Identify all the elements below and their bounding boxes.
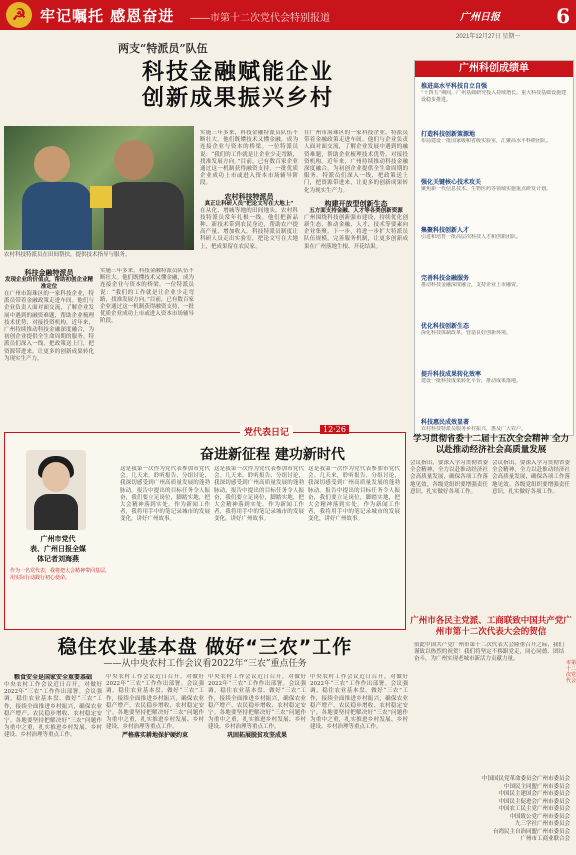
author-portrait [26, 450, 86, 530]
person-head-1 [34, 146, 70, 182]
sidebar-item-text: 推动科技金融深度融合，支持企业上市融资。 [421, 282, 522, 288]
sidebar-item [421, 81, 567, 123]
col4-subhead2: 五方面支持金融、人才等各类创新资源 [309, 207, 403, 214]
lead-headline-line2: 创新成果振兴乡村 [141, 86, 334, 111]
sidebar-item-text: 布局建设一批国家级和省级实验室，汇聚高水平科研团队。 [421, 138, 552, 144]
sidebar-item [421, 369, 567, 411]
person-head-2 [114, 140, 154, 180]
second-subheadline: ——从中央农村工作会议看2022年“三农”重点任务 [103, 659, 307, 669]
sidebar-item-text: 深化科技体制改革，营造良好创新环境。 [421, 330, 512, 336]
col3-subhead2: 真正让科研人员“把论文写在大地上” [204, 200, 294, 207]
sidebar-item-title: 集聚科技创新人才 [421, 227, 470, 234]
lead-col1 [4, 268, 94, 426]
page-banner [0, 0, 576, 30]
diary-author-line2: 表、广州日报全媒 [30, 544, 86, 553]
sidebar-achievements [414, 60, 574, 436]
signatory: 广州市工商业联合会 [520, 836, 570, 842]
lead-photo [4, 126, 194, 250]
col1-text: 在广州市海珠区的一家科技企业，特派员带着金融政策走进车间。他们与企业负责人面对面交流，了解企业发展中遇到的融资难题，帮助企业梳理技术优势，对接投资机构。近年来，广州持续推动科技金融深度融合，为初创企业提供全生命周期的服务。特派员们深入一线，把政策送上门，把资源带进来，让更多的创新成果转化为现实生产力。 [4, 291, 94, 362]
greeting-text: 值此中国共产党广州市第十二次代表大会隆重召开之际，我们谨致以热烈的祝贺！我们将坚定不移跟党走，同心同德、团结奋斗，为广州实现老城市新活力贡献力量。 [414, 642, 564, 663]
diary-author [8, 534, 108, 564]
diary-tag: 党代表日记 [240, 425, 293, 438]
sidebar-item-title: 完善科技金融服务 [421, 275, 470, 282]
diary-col2: 这是我第一次作为党代表参加市党代会。几天来，聆听报告、分组讨论，我深切感受到广州高质量发展的蓬勃脉动。报告中提出的目标任务令人振奋，我们要立足岗位，脚踏实地，把大会精神落到实处。作为新闻工作者，我将用手中的笔记录城市的发展变化，讲好广州故事。 [214, 466, 304, 523]
lead-col4 [304, 130, 408, 426]
col3-text: 在从化、增城等地的田间地头，农村科技特派员常年扎根一线。他们把新品种、新技术带到农民身边，帮助农户提高产量、增加收入。科技特派员制度让科研人员走出实验室，把论文写在大地上，把成果留在农民家。 [200, 207, 298, 250]
person-body-1 [22, 182, 92, 250]
sidebar-item-title: 推进高水平科技自立自强 [421, 83, 488, 90]
col1-subhead: 科技金融特派员 [24, 268, 74, 277]
signatory: 中国民主同盟广州市委员会 [503, 783, 570, 790]
second-section2: 严格落实耕地保护硬约束 [121, 731, 188, 739]
sidebar-item-title: 优化科技创新生态 [421, 323, 470, 330]
lead-col3 [200, 130, 298, 426]
col3-text-a: 实施三年多来，科技金融特派员队伍不断壮大。他们既懂技术又懂金融，成为连接企业与资本的桥梁。一位特派员说：“我们的工作就是让企业少走弯路，找准发展方向。”目前，已有数百家企业通过这一机制获得融资支持，一批优质企业成功上市或进入资本市场辅导阶段。 [200, 130, 298, 187]
sidebar-item [421, 225, 567, 267]
second-col1 [4, 674, 102, 850]
greeting-title: 广州市各民主党派、工商联致中国共产党广州市第十二次代表大会的贺信 [410, 616, 572, 637]
right-news-title: 学习贯彻省委十二届十五次全会精神 全力以赴推动经济社会高质量发展 [413, 434, 569, 455]
right-news-col2: 会议指出，要深入学习贯彻省委全会精神，全力以赴推动经济社会高质量发展，确保各项工作落地见效。各级党组织要增强责任意识，扎实做好各项工作。 [492, 460, 570, 495]
col1-subhead2: 发现企业的价值点，帮助初创企业精准定位 [4, 277, 93, 290]
sidebar-item [421, 177, 567, 219]
sidebar-item [421, 273, 567, 315]
signatory: 台湾民主自治同盟广州市委员会 [492, 828, 570, 835]
sidebar-item-title: 强化关键核心技术攻关 [421, 179, 482, 186]
lead-headline [78, 60, 398, 112]
second-col2 [106, 674, 204, 850]
second-section1: 粮食安全是国家安全重要基础 [13, 674, 92, 681]
dateline: 2021年12月27日 星期一 [456, 34, 521, 40]
col3-subhead: 农村科技特派员 [224, 191, 274, 201]
newspaper-logo: 广州日报 [460, 12, 500, 23]
lead-kicker: 两支“特派员”队伍 [118, 42, 208, 55]
second-section3: 巩固拓展脱贫攻坚成果 [226, 731, 287, 739]
diary-date: 12·26 [320, 425, 349, 434]
second-headline: 稳住农业基本盘 做好“三农”工作 [57, 636, 353, 658]
col4-text: 广州围绕科技创新强市建设，持续优化创新生态，推动金融、人才、技术等要素向企业集聚。下一步，将进一步扩大特派员队伍规模，完善服务机制，让更多创新成果在广州落地生根、开花结果。 [304, 214, 408, 250]
sidebar-item-text: 建设一批科技成果转化平台，推动成果落地。 [421, 378, 522, 384]
lead-headline-line1: 科技金融赋能企业 [141, 60, 334, 85]
diary-col3: 这是我第一次作为党代表参加市党代会。几天来，聆听报告、分组讨论，我深切感受到广州高质量发展的蓬勃脉动。报告中提出的目标任务令人振奋，我们要立足岗位，脚踏实地，把大会精神落到实处。作为新闻工作者，我将用手中的笔记录城市的发展变化，讲好广州故事。 [308, 466, 400, 523]
signatory: 中国农工民主党广州市委员会 [498, 806, 570, 812]
edge-index: 市第十二次党代会 [566, 660, 576, 684]
sidebar-item-text: 农村科技特派员服务乡村振兴，惠及广大农户。 [421, 426, 527, 432]
col4-text-a: 在广州市海珠区的一家科技企业，特派员带着金融政策走进车间。他们与企业负责人面对面交流，了解企业发展中遇到的融资难题，帮助企业梳理技术优势，对接投资机构。近年来，广州持续推动科技金融深度融合，为初创企业提供全生命周期的服务。特派员们深入一线，把政策送上门，把资源带进来，让更多的创新成果转化为现实生产力。 [304, 130, 408, 194]
signatory: 中国国民党革命委员会广州市委员会 [481, 776, 570, 782]
diary-author-line1: 广州市党代 [40, 534, 76, 543]
diary-quote: 作为一名党代表，我将把大会精神带回基层，用实际行动践行初心使命。 [10, 568, 111, 581]
person-body-2 [104, 182, 184, 250]
diary-col1: 这是我第一次作为党代表参加市党代会。几天来，聆听报告、分组讨论，我深切感受到广州高质量发展的蓬勃脉动。报告中提出的目标任务令人振奋，我们要立足岗位，脚踏实地，把大会精神落到实处。作为新闻工作者，我将用手中的笔记录城市的发展变化，讲好广州故事。 [120, 466, 210, 523]
sample-box [90, 186, 112, 208]
second-col3 [208, 674, 306, 850]
second-col4: 中央农村工作会议近日召开，对做好2022年“三农”工作作出部署。会议强调，稳住农业基本盘、做好“三农”工作，接续全面推进乡村振兴，确保农业稳产增产、农民稳步增收、农村稳定安宁。各地要坚持把解决好“三农”问题作为重中之重，扎实推进乡村发展、乡村建设、乡村治理等重点工作。 [310, 674, 408, 731]
second-col1-text: 中央农村工作会议近日召开，对做好2022年“三农”工作作出部署。会议强调，稳住农业基本盘、做好“三农”工作，接续全面推进乡村振兴，确保农业稳产增产、农民稳步增收、农村稳定安宁。各地要坚持把解决好“三农”问题作为重中之重，扎实推进乡村发展、乡村建设、乡村治理等重点工作。 [4, 682, 102, 739]
signatory: 九三学社广州市委员会 [514, 821, 570, 827]
sidebar-list [421, 81, 567, 465]
portrait-body [34, 494, 78, 530]
signatory: 中国民主建国会广州市委员会 [498, 791, 570, 797]
banner-title: 牢记嘱托 感恩奋进 [40, 7, 175, 25]
greeting-signatories [414, 776, 570, 844]
diary-title: 奋进新征程 建功新时代 [200, 447, 345, 463]
page-number: 6 [556, 4, 570, 28]
sidebar-item-text: “十四五”期间，广州基础研究投入持续增长，重大科技基础设施建设稳步推进。 [421, 90, 567, 103]
party-emblem-icon: ☭ [6, 2, 32, 28]
sidebar-item [421, 129, 567, 171]
banner-subtitle: ——市第十二次党代会特别报道 [190, 13, 330, 24]
sidebar-title: 广州科创成绩单 [415, 61, 573, 77]
sidebar-item-title: 打造科技创新策源地 [421, 131, 476, 138]
second-col2-text: 中央农村工作会议近日召开，对做好2022年“三农”工作作出部署。会议强调，稳住农业基本盘、做好“三农”工作，接续全面推进乡村振兴，确保农业稳产增产、农民稳步增收、农村稳定安宁。各地要坚持把解决好“三农”问题作为重中之重，扎实推进乡村发展、乡村建设、乡村治理等重点工作。 [106, 674, 204, 731]
right-news-col1: 会议指出，要深入学习贯彻省委全会精神，全力以赴推动经济社会高质量发展，确保各项工作落地见效。各级党组织要增强责任意识，扎实做好各项工作。 [410, 460, 488, 495]
diary-author-line3: 体记者刘海燕 [37, 554, 79, 563]
sidebar-item-text: 引进和培育一批高层次科技人才和创新团队。 [421, 234, 522, 240]
portrait-face [42, 462, 70, 492]
signatory: 中国民主促进会广州市委员会 [498, 798, 570, 805]
sidebar-item-text: 聚焦新一代信息技术、生物医药等领域实施重点研发计划。 [421, 186, 552, 192]
sidebar-item [421, 321, 567, 363]
sidebar-item-title: 提升科技成果转化效率 [421, 371, 482, 378]
lead-col2: 实施三年多来，科技金融特派员队伍不断壮大。他们既懂技术又懂金融，成为连接企业与资本的桥梁。一位特派员说：“我们的工作就是让企业少走弯路，找准发展方向。”目前，已有数百家企业通过这一机制获得融资支持，一批优质企业成功上市或进入资本市场辅导阶段。 [100, 268, 194, 325]
second-col3-text: 中央农村工作会议近日召开，对做好2022年“三农”工作作出部署。会议强调，稳住农业基本盘、做好“三农”工作，接续全面推进乡村振兴，确保农业稳产增产、农民稳步增收、农村稳定安宁。各地要坚持把解决好“三农”问题作为重中之重，扎实推进乡村发展、乡村建设、乡村治理等重点工作。 [208, 674, 306, 731]
col4-subhead: 构建开放型创新生态 [324, 198, 388, 208]
photo-caption: 农村科技特派员在田间帮扶，提供技术指导与服务。 [4, 252, 131, 258]
sidebar-item-title: 科技惠民成效显著 [421, 419, 470, 426]
signatory: 中国致公党广州市委员会 [509, 813, 570, 820]
